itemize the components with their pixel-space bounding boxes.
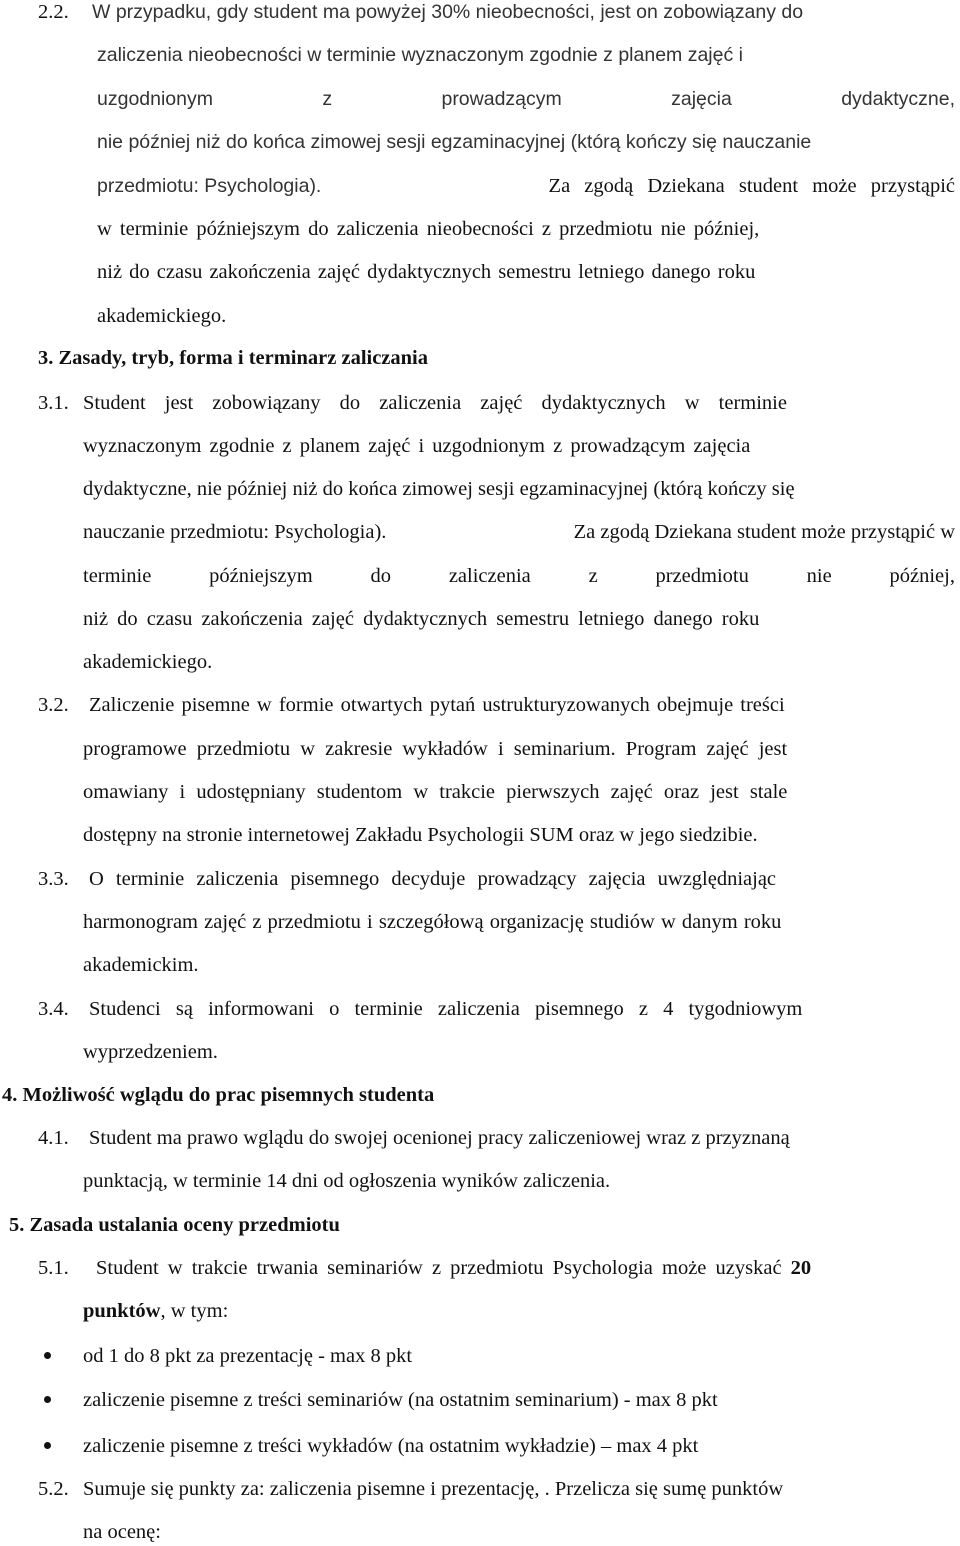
paragraph-2-2-line-5 [97,174,955,198]
item-number-3-4: 3.4. [38,998,69,1020]
item-number-5-1: 5.1. [38,1257,69,1279]
word: z [322,88,333,110]
text: W przypadku, gdy student ma powyżej 30% nieobecności, jest on zobowiązany do [92,1,804,23]
item-number-3-2: 3.2. [38,694,69,716]
text: przedmiotu: Psychologia). [97,175,322,197]
paragraph-5-1-line-2 [83,1299,228,1323]
word: z [588,565,598,587]
word: później, [889,565,955,587]
paragraph-3-3-line-3: akademickim. [83,954,199,976]
points-total: 20 [790,1257,812,1279]
paragraph-3-2-line-2: programowe przedmiotu w zakresie wykładów i seminarium. Program zajęć jest [83,738,788,760]
paragraph-3-1-line-3: dydaktyczne, nie później niż do końca zimowej sesji egzaminacyjnej (którą kończy się [83,478,795,500]
text: , w tym: [160,1300,229,1322]
bullet-dot [44,1396,51,1403]
word: zaliczenia [448,565,531,587]
word: zajęcia [671,88,732,110]
paragraph-4-1-line-2: punktacją, w terminie 14 dni od ogłoszenia wyników zaliczenia. [83,1170,611,1192]
paragraph-5-2-line-2: na ocenę: [83,1521,161,1543]
paragraph-3-2-line-4: dostępny na stronie internetowej Zakładu Psychologii SUM oraz w jego siedzibie. [83,824,758,846]
paragraph-4-1-line-1: Student ma prawo wglądu do swojej ocenionej pracy zaliczeniowej wraz z przyznaną [89,1127,790,1149]
text: Za zgodą Dziekana student może przystąpić w [573,521,955,543]
section-heading-4: 4. Możliwość wglądu do prac pisemnych studenta [2,1084,435,1106]
paragraph-3-1-line-6: niż do czasu zakończenia zajęć dydaktycznych semestru letniego danego roku [83,608,760,630]
paragraph-2-2-line-3 [97,87,955,111]
section-heading-3: 3. Zasady, tryb, forma i terminarz zaliczania [38,347,429,369]
word: uzgodnionym [97,88,213,110]
paragraph-3-3-line-2: harmonogram zajęć z przedmiotu i szczegółową organizację studiów w danym roku [83,911,782,933]
paragraph-2-2-line-6: w terminie późniejszym do zaliczenia nieobecności z przedmiotu nie później, [97,218,760,240]
bullet-item: od 1 do 8 pkt za prezentację - max 8 pkt [83,1345,413,1367]
paragraph-3-1-line-2: wyznaczonym zgodnie z planem zajęć i uzgodnionym z prowadzącym zajęcia [83,435,751,457]
bullet-item: zaliczenie pisemne z treści wykładów (na ostatnim wykładzie) – max 4 pkt [83,1435,699,1457]
paragraph-3-2-line-3: omawiany i udostępniany studentom w trakcie pierwszych zajęć oraz jest stale [83,781,788,803]
item-number-3-1: 3.1. [38,392,69,414]
word: terminie [83,565,152,587]
item-number-3-3: 3.3. [38,868,69,890]
paragraph-2-2-line-4: nie później niż do końca zimowej sesji egzaminacyjnej (którą kończy się nauczanie [97,131,812,153]
paragraph-3-1-line-4 [83,520,955,544]
word: prowadzącym [441,88,562,110]
text: nauczanie przedmiotu: Psychologia). [83,521,387,543]
item-number-2-2: 2.2. [38,1,69,23]
paragraph-2-2-line-7: niż do czasu zakończenia zajęć dydaktycznych semestru letniego danego roku [97,261,756,283]
paragraph-2-2-line-2 [97,43,955,67]
word: do [370,565,392,587]
paragraph-3-1-line-7: akademickiego. [83,651,213,673]
word: nie [806,565,832,587]
paragraph-3-4-line-1: Studenci są informowani o terminie zaliczenia pisemnego z 4 tygodniowym [89,998,803,1020]
points-word: punktów [83,1300,161,1322]
paragraph-3-3-line-1: O terminie zaliczenia pisemnego decyduje prowadzący zajęcia uwzględniając [89,868,777,890]
item-number-5-2: 5.2. [38,1478,69,1500]
word: dydaktyczne, [841,88,955,110]
text: Za zgodą Dziekana student może przystąpić [548,175,955,197]
paragraph-3-4-line-2: wyprzedzeniem. [83,1041,218,1063]
word: przedmiotu [655,565,749,587]
paragraph-5-1-line-1 [96,1256,811,1280]
bullet-dot [44,1442,51,1449]
text: Student w trakcie trwania seminariów z przedmiotu Psychologia może uzyskać [96,1257,782,1279]
item-number-4-1: 4.1. [38,1127,69,1149]
text: zaliczenia nieobecności w terminie wyznaczonym zgodnie z planem zajęć i [97,44,743,66]
section-heading-5: 5. Zasada ustalania oceny przedmiotu [9,1214,340,1236]
paragraph-3-1-line-5 [83,564,955,588]
paragraph-5-2-line-1: Sumuje się punkty za: zaliczenia pisemne i prezentację, . Przelicza się sumę punktów [83,1478,784,1500]
word: późniejszym [209,565,313,587]
paragraph-2-2-line-8: akademickiego. [97,305,227,327]
bullet-dot [44,1352,51,1359]
paragraph-3-2-line-1: Zaliczenie pisemne w formie otwartych pytań ustrukturyzowanych obejmuje treści [89,694,785,716]
paragraph-3-1-line-1: Student jest zobowiązany do zaliczenia zajęć dydaktycznych w terminie [83,392,787,414]
paragraph-2-2-line-1 [92,0,955,24]
bullet-item: zaliczenie pisemne z treści seminariów (na ostatnim seminarium) - max 8 pkt [83,1389,718,1411]
